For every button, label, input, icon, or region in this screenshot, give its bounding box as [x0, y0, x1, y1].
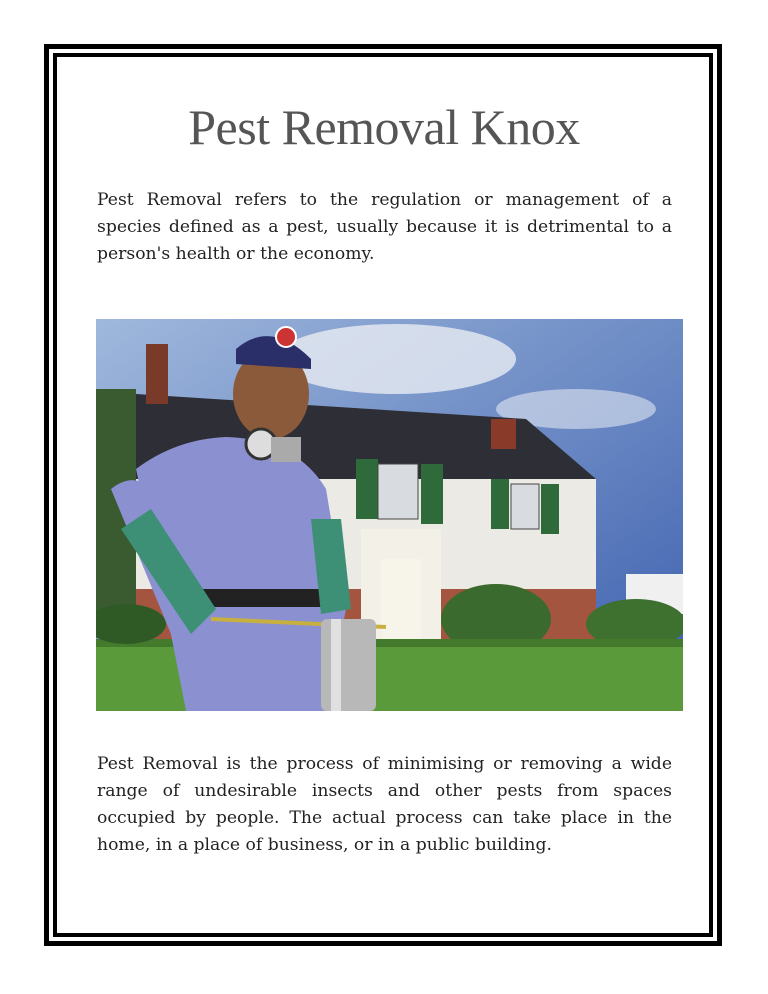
pest-control-photo [96, 319, 683, 711]
intro-paragraph: Pest Removal refers to the regulation or management of a species defined as a pest, usually because it is detrimental to a person's health or the economy. [97, 190, 672, 264]
process-paragraph: Pest Removal is the process of minimising or removing a wide range of undesirable insects and other pests from spaces occupied by people. The actual process can take place in the home, in a place of business, or in a public building. [97, 754, 672, 855]
page-title: Pest Removal Knox [188, 99, 580, 155]
